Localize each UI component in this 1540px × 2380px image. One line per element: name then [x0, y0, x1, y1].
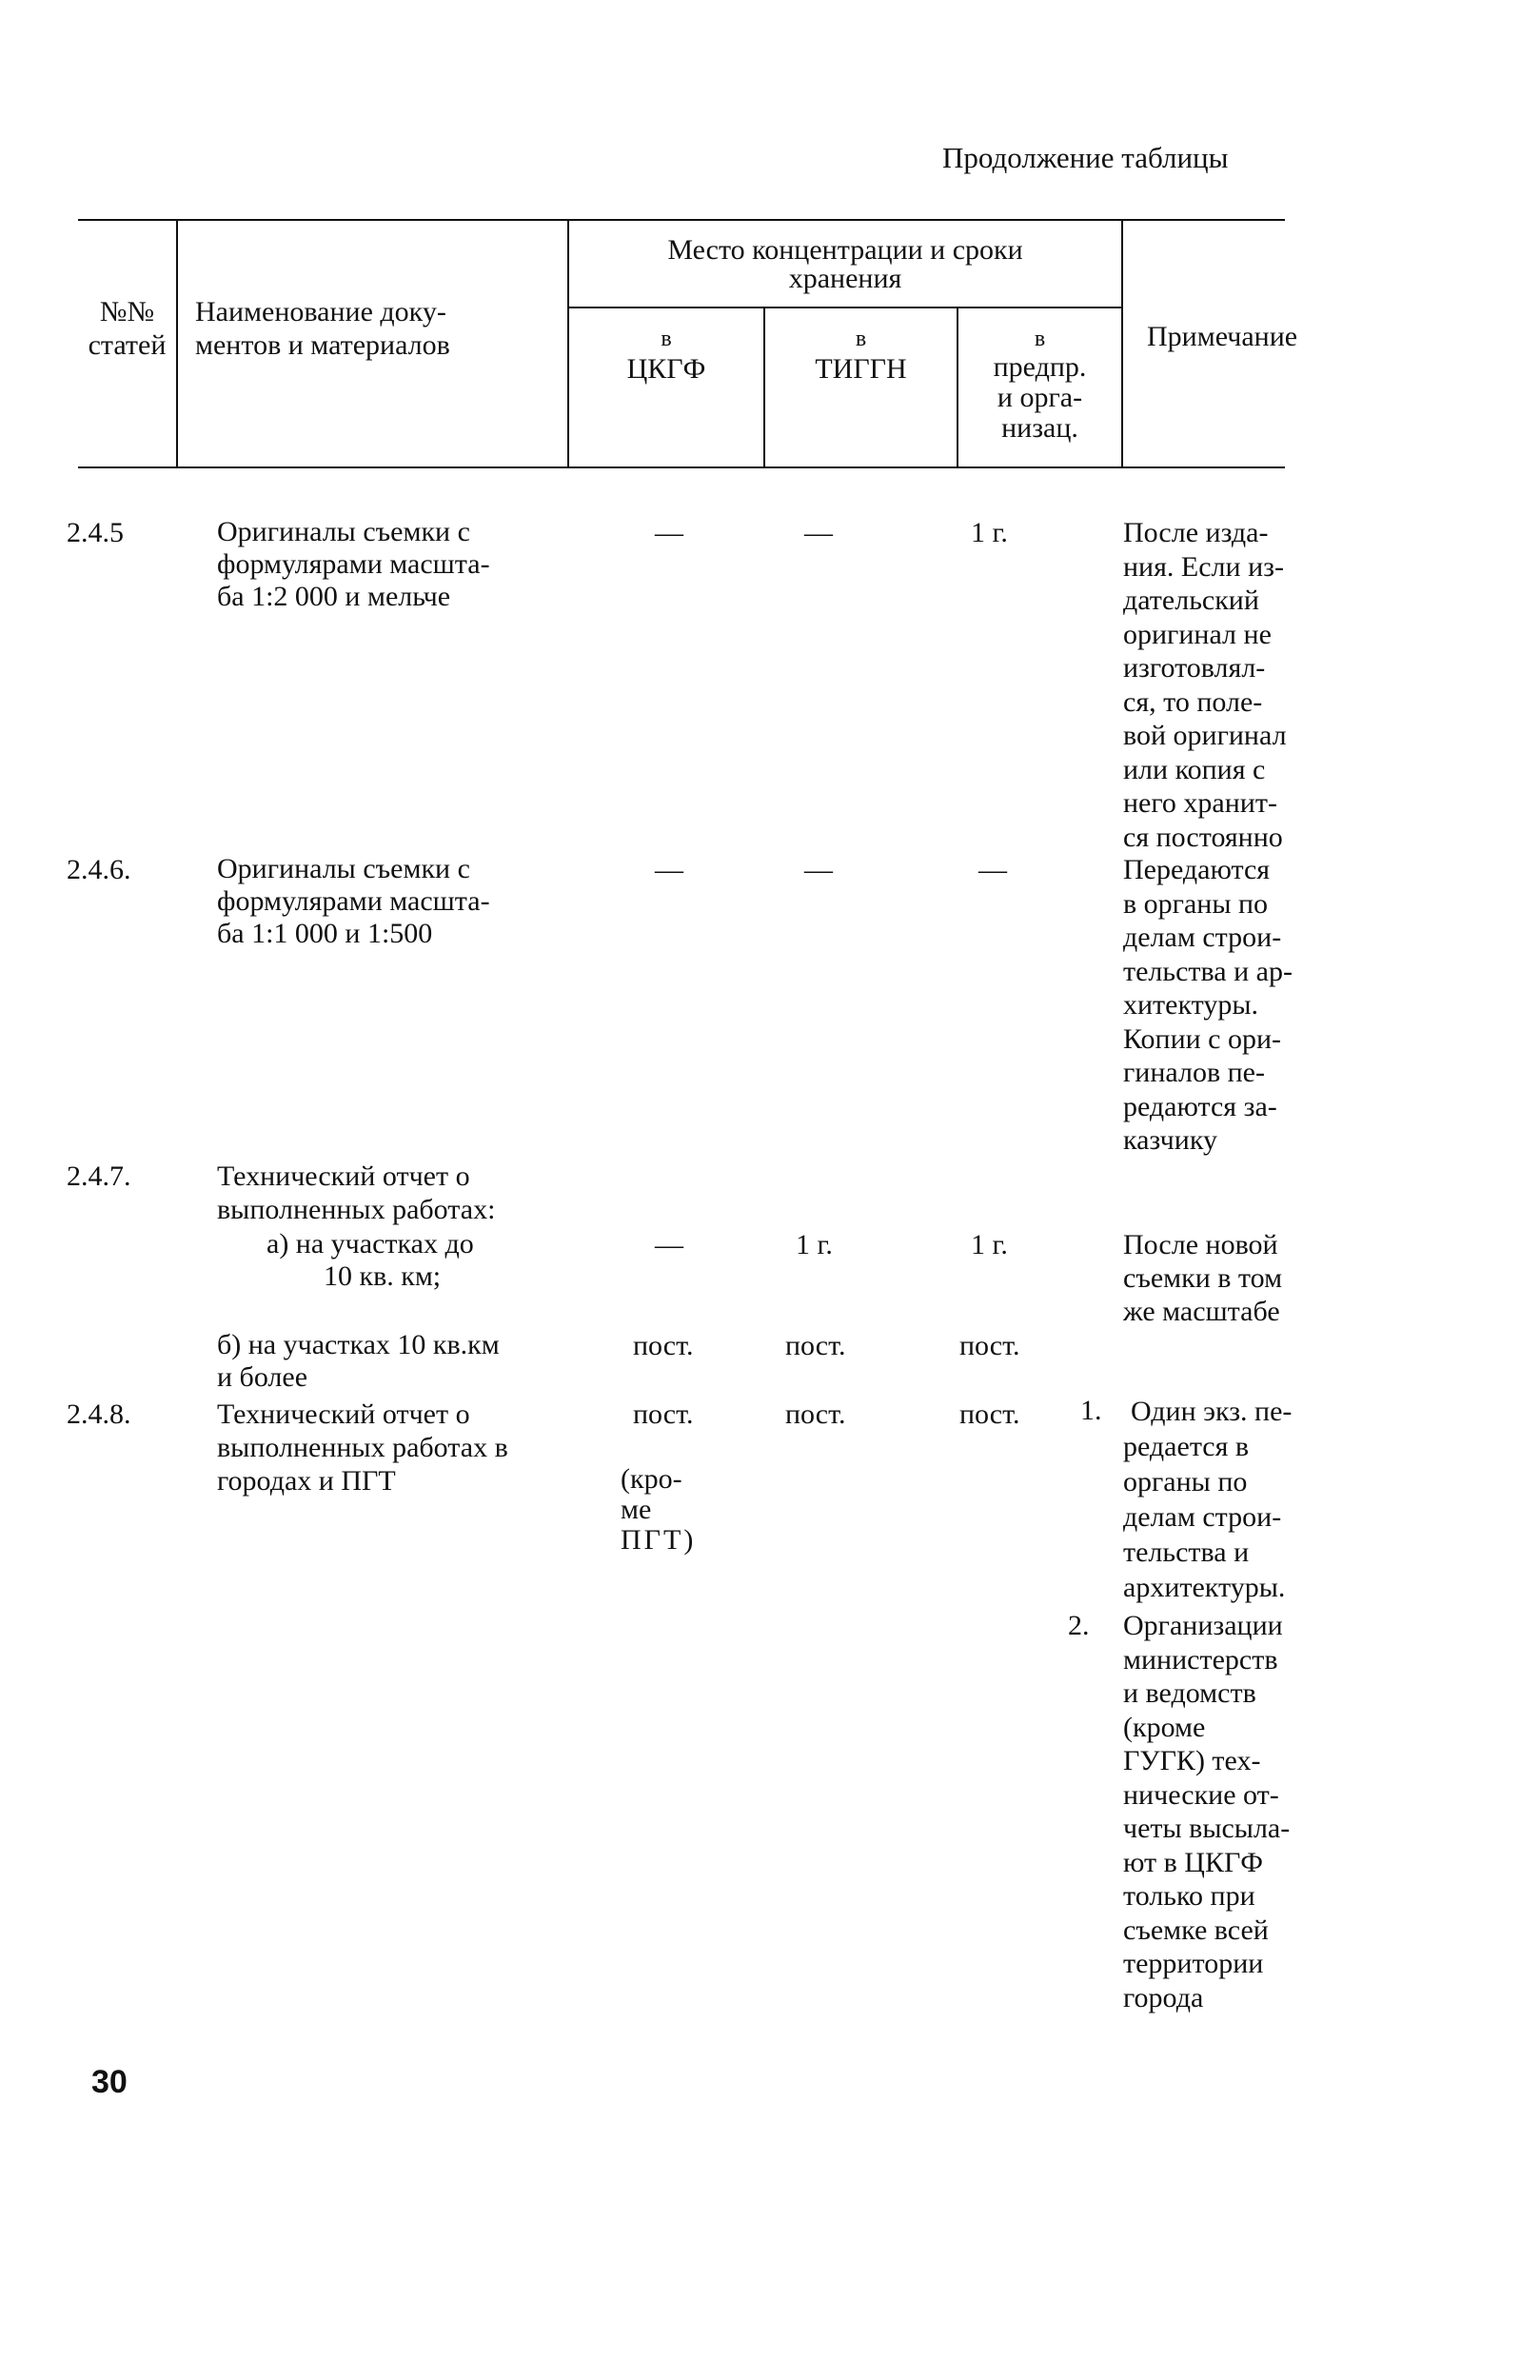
- row-2-4-8-ckgf-extra: (кро- ме ПГТ): [621, 1463, 697, 1556]
- header-tiggn: в ТИГГН: [815, 327, 907, 385]
- row-2-4-7-b-pred: пост.: [959, 1330, 1020, 1361]
- header-pred: в предпр. и орга- низац.: [993, 327, 1087, 444]
- row-2-4-5-name: Оригиналы съемки с формулярами масшта- ба 1:2 000 и мельче: [217, 516, 490, 612]
- continuation-label: Продолжение таблицы: [942, 141, 1229, 174]
- row-2-4-7-sub-b: б) на участках 10 кв.км и более: [217, 1329, 500, 1393]
- header-place: Место концентрации и сроки хранения: [667, 234, 1023, 294]
- row-2-4-5-pred: 1 г.: [971, 517, 1008, 548]
- row-2-4-8-note1-num: 1.: [1080, 1395, 1102, 1426]
- row-2-4-5-num: 2.4.5: [67, 517, 124, 548]
- header-ckgf: в ЦКГФ: [626, 327, 706, 385]
- row-2-4-7-b-tiggn: пост.: [785, 1330, 846, 1361]
- row-2-4-8-num: 2.4.8.: [67, 1398, 131, 1430]
- row-2-4-7-sub-a: а) на участках до 10 кв. км;: [267, 1228, 474, 1292]
- row-2-4-6-note: Передаются в органы по делам строи- тельства и ар- хитектуры. Копии с ори- гиналов пе- редаются за- казчику: [1123, 854, 1293, 1156]
- row-2-4-7-a-ckgf: —: [655, 1229, 683, 1260]
- table-top-rule: [78, 219, 1285, 221]
- row-2-4-8-pred: пост.: [959, 1398, 1020, 1430]
- row-2-4-7-num: 2.4.7.: [67, 1160, 131, 1192]
- row-2-4-7-a-pred: 1 г.: [971, 1229, 1008, 1260]
- place-subheader-rule: [567, 307, 1121, 308]
- row-2-4-6-num: 2.4.6.: [67, 854, 131, 885]
- row-2-4-6-tiggn: —: [804, 854, 833, 885]
- row-2-4-8-ckgf: пост.: [633, 1398, 694, 1430]
- row-2-4-8-note2-num: 2.: [1068, 1610, 1090, 1641]
- row-2-4-8-tiggn: пост.: [785, 1398, 846, 1430]
- row-2-4-6-ckgf: —: [655, 854, 683, 885]
- header-num: №№ статей: [88, 296, 167, 361]
- row-2-4-6-pred: —: [978, 854, 1007, 885]
- header-name: Наименование доку- ментов и материалов: [195, 296, 450, 361]
- row-2-4-5-note: После изда- ния. Если из- дательский оригинал не изготовлял- ся, то поле- вой оригинал или копия с него хранит- ся постоянно: [1123, 517, 1287, 853]
- page-number: 30: [91, 2064, 128, 2100]
- row-2-4-5-ckgf: —: [655, 517, 683, 548]
- row-2-4-8-note2: Организации министерств и ведомств (кроме ГУГК) тех- нические от- четы высыла- ют в ЦКГФ только при съемке всей территории города: [1123, 1610, 1291, 2013]
- row-2-4-5-tiggn: —: [804, 517, 833, 548]
- row-2-4-7-note: После новой съемки в том же масштабе: [1123, 1229, 1283, 1327]
- row-2-4-7-name: Технический отчет о выполненных работах:: [217, 1160, 496, 1225]
- header-divider-5: [1121, 221, 1123, 466]
- header-bottom-rule: [78, 466, 1285, 468]
- row-2-4-8-note1: Один экз. пе- редается в органы по делам строи- тельства и архитектуры.: [1123, 1396, 1293, 1603]
- row-2-4-8-name: Технический отчет о выполненных работах в городах и ПГТ: [217, 1398, 508, 1497]
- row-2-4-6-name: Оригиналы съемки с формулярами масшта- ба 1:1 000 и 1:500: [217, 853, 490, 949]
- row-2-4-7-b-ckgf: пост.: [633, 1330, 694, 1361]
- header-note: Примечание: [1147, 321, 1298, 352]
- row-2-4-7-a-tiggn: 1 г.: [796, 1229, 833, 1260]
- header-divider-1: [176, 221, 178, 466]
